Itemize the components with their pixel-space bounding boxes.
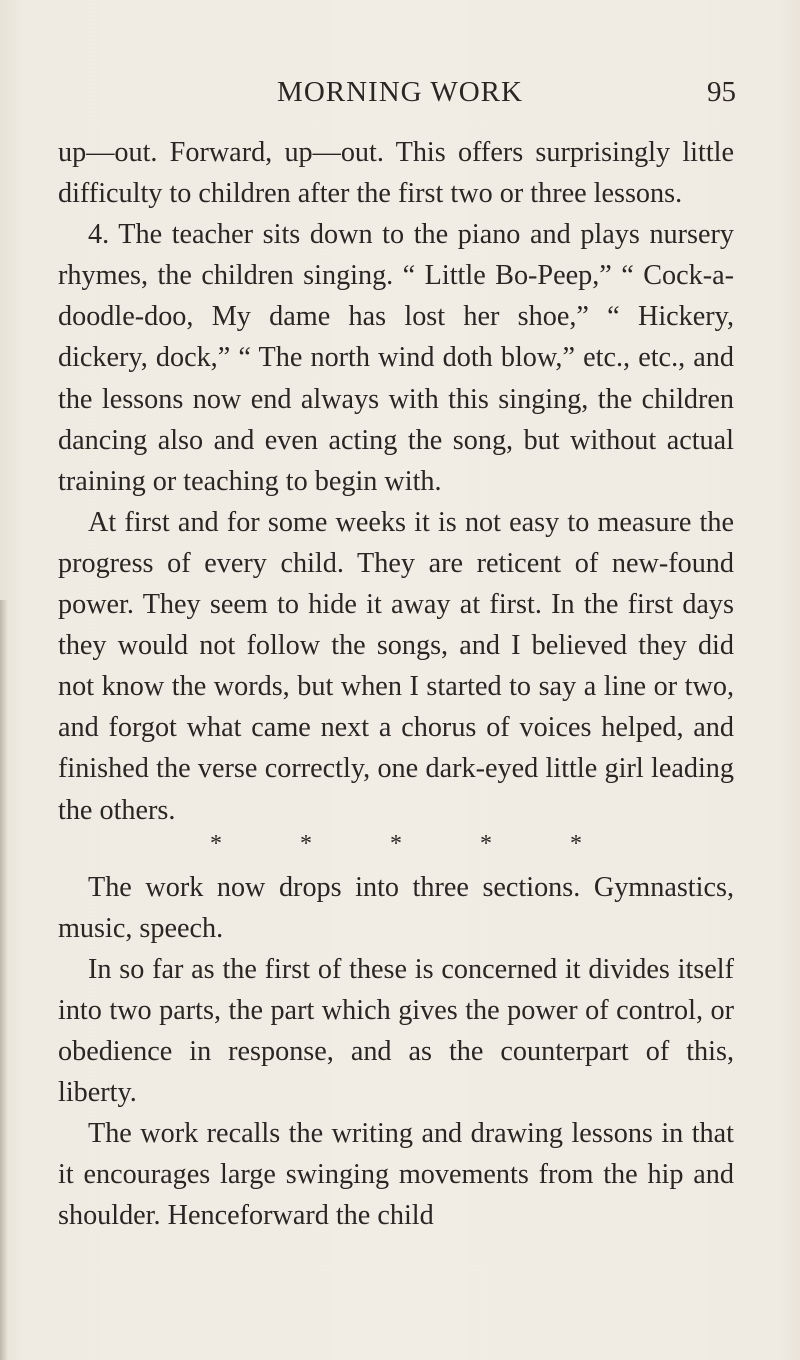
paragraph: 4. The teacher sits down to the piano and plays nursery rhymes, the children singing. “ Little Bo-Peep,” “ Cock-a-doodle-doo, My dame has lost her shoe,” “ Hickery, dickery, dock,” “ The north wind doth blow,” etc., etc., and the lessons now end always with this singing, the children dancing also and even acting the song, but without actual training or teaching to begin with. [58,219,734,497]
running-head [56,76,744,112]
paragraph: up—out. Forward, up—out. This offers surprisingly little difficulty to children after the first two or three lessons. [58,137,734,210]
paragraph: At first and for some weeks it is not easy to measure the progress of every child. They are reticent of new-found power. They seem to hide it away at first. In the first days they would not follow the songs, and I believed they did not know the words, but when I started to say a line or two, and forgot what came next a chorus of voices helped, and finished the verse correctly, one dark-eyed little girl leading the others. [58,506,734,826]
section-separator: * * * * * [210,830,618,857]
page-number: 95 [707,76,736,108]
running-title: MORNING WORK [277,76,523,108]
paragraph: In so far as the first of these is concerned it divides itself into two parts, the part which gives the power of control, or obedience in response, and as the counterpart of this, liberty. [58,953,734,1109]
paragraph: The work recalls the writing and drawing lessons in that it encourages large swinging movements from the hip and shoulder. Henceforward the child [58,1118,734,1232]
page-edge-shadow [0,600,8,1360]
paragraph: The work now drops into three sections. Gymnastics, music, speech. [58,871,734,944]
body-text [58,132,734,1236]
